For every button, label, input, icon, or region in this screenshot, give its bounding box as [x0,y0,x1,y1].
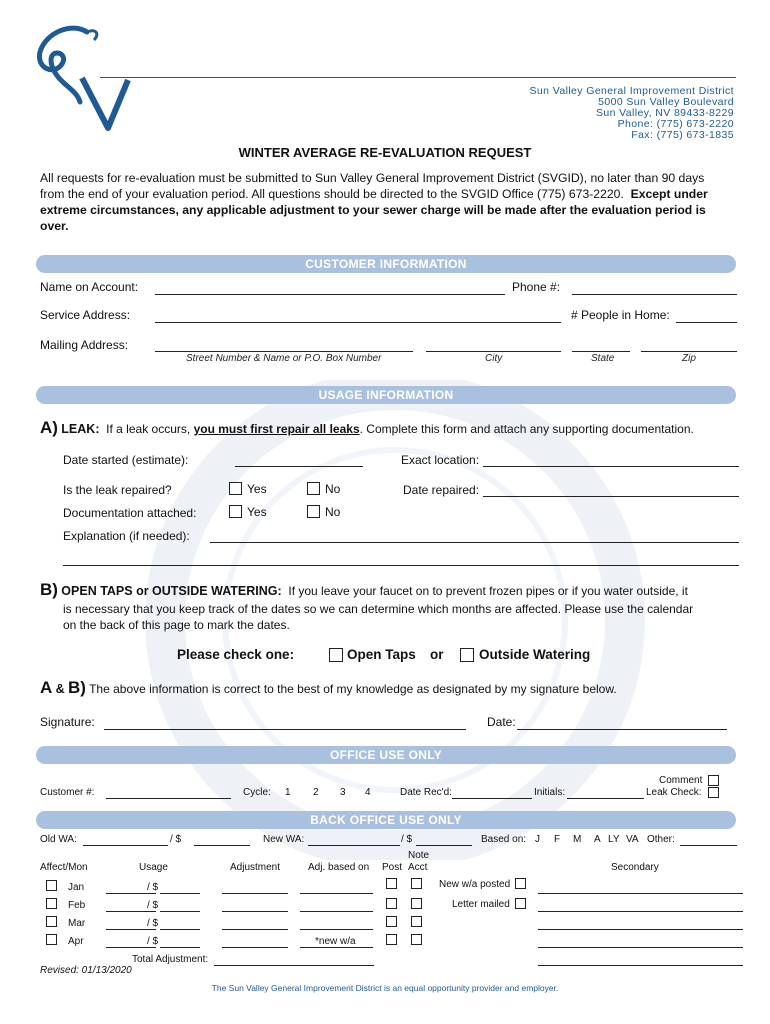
based-on-label: Based on: [481,834,527,845]
exact-location-label: Exact location: [401,453,480,467]
org-address [530,86,734,141]
documentation-yes-checkbox[interactable] [229,505,242,518]
section-b-heading: B) OPEN TAPS or OUTSIDE WATERING: If you leave your faucet on to prevent frozen pipes or if you water outside, it [40,580,688,599]
eoe-statement: The Sun Valley General Improvement District is an equal opportunity provider and employer. [211,983,559,993]
total-adjustment-label: Total Adjustment: [132,954,209,965]
leak-repaired-label: Is the leak repaired? [63,483,172,497]
initials-field[interactable] [567,798,644,799]
usage-jan-dollar: / $ [147,882,159,893]
usage-mar-field[interactable] [106,929,156,930]
col-post: Post [382,862,403,873]
comment-checkbox[interactable] [708,775,719,786]
leak-repaired-yes-label: Yes [247,482,267,496]
total-adjustment-field[interactable] [214,965,374,966]
header-rule [100,77,736,78]
affect-apr-checkbox[interactable] [46,934,57,945]
leak-repaired-yes-checkbox[interactable] [229,482,242,495]
adjustment-feb-field[interactable] [222,911,288,912]
adj-based-jan-field[interactable] [300,893,373,894]
date-repaired-label: Date repaired: [403,483,480,497]
initials-label: Initials: [534,787,566,798]
explanation-label: Explanation (if needed): [63,529,190,543]
col-secondary: Secondary [611,862,659,873]
usage-feb-field[interactable] [106,911,156,912]
col-usage: Usage [139,862,168,873]
new-wa-posted-label: New w/a posted [439,879,511,890]
month-apr: Apr [68,936,84,947]
intro-line-2: from the end of your evaluation period. All questions should be directed to the SVGID Office (775) 673-2220. Except under [40,187,708,201]
outside-watering-label: Outside Watering [479,647,591,662]
mailing-street-field[interactable] [155,351,413,352]
zip-caption: Zip [682,353,696,364]
people-in-home-field[interactable] [676,322,737,323]
or-label: or [430,647,444,662]
revised-date: Revised: 01/13/2020 [40,965,132,976]
based-on-other[interactable]: Other: [647,834,675,845]
intro-paragraph [40,170,740,234]
col-adjustment: Adjustment [230,862,281,873]
affect-mar-checkbox[interactable] [46,916,57,927]
customer-number-field[interactable] [106,798,231,799]
new-wa-posted-checkbox[interactable] [515,878,526,889]
acct-feb-checkbox[interactable] [411,898,422,909]
name-on-account-field[interactable] [155,294,505,295]
based-on-a[interactable]: A [594,834,601,845]
usage-apr-dollar: / $ [147,936,159,947]
old-wa-amount-field[interactable] [194,845,250,846]
col-adj-based-on: Adj. based on [308,862,370,873]
leak-check-checkbox[interactable] [708,787,719,798]
customer-info-bar: CUSTOMER INFORMATION [36,255,736,273]
section-b-line2: is necessary that you keep track of the dates so we can determine which months are affected. Please use the calendar [63,602,694,616]
month-mar: Mar [68,918,86,929]
date-started-field[interactable] [235,466,363,467]
based-on-ly[interactable]: LY [608,834,620,845]
secondary-field-3[interactable] [538,929,743,930]
date-recd-label: Date Rec'd: [400,787,452,798]
cycle-option-3[interactable]: 3 [340,787,346,798]
state-caption: State [591,353,615,364]
adjustment-mar-field[interactable] [222,929,288,930]
section-a-heading: A) LEAK: If a leak occurs, you must first repair all leaks. Complete this form and attach any supporting documentation. [40,418,694,437]
adjustment-jan-field[interactable] [222,893,288,894]
leak-repaired-no-label: No [325,482,341,496]
org-phone: Phone: (775) 673-2220 [617,118,734,130]
outside-watering-checkbox[interactable] [460,648,474,662]
customer-number-label: Customer #: [40,787,95,798]
new-wa-label: New WA: [263,834,305,845]
based-on-other-field[interactable] [680,845,737,846]
usage-jan-amount[interactable] [160,893,200,894]
new-wa-note: *new w/a [315,936,356,947]
secondary-field-1[interactable] [538,893,743,894]
mailing-state-field[interactable] [572,351,630,352]
mailing-city-field[interactable] [426,351,561,352]
usage-mar-amount[interactable] [160,929,200,930]
affect-feb-checkbox[interactable] [46,898,57,909]
org-city: Sun Valley, NV 89433-8229 [595,107,734,119]
adj-based-feb-field[interactable] [300,911,373,912]
month-jan: Jan [68,882,85,893]
signature-field[interactable] [104,729,466,730]
phone-label: Phone #: [512,280,561,294]
signature-date-field[interactable] [517,729,727,730]
based-on-j[interactable]: J [535,834,540,845]
service-address-label: Service Address: [40,308,131,322]
old-wa-field[interactable] [83,845,168,846]
documentation-no-checkbox[interactable] [307,505,320,518]
signature-label: Signature: [40,715,95,729]
usage-feb-amount[interactable] [160,911,200,912]
intro-line-1: All requests for re-evaluation must be submitted to Sun Valley General Improvement District (SVGID), no later than 90 days [40,171,705,185]
cycle-option-1[interactable]: 1 [285,787,291,798]
post-jan-checkbox[interactable] [386,878,397,889]
adj-based-mar-field[interactable] [300,929,373,930]
adjustment-apr-field[interactable] [222,947,288,948]
section-b-line3: on the back of this page to mark the dates. [63,618,290,632]
please-check-one-label: Please check one: [177,647,295,662]
people-in-home-label: # People in Home: [571,308,670,322]
usage-info-bar: USAGE INFORMATION [36,386,736,404]
intro-line-3: extreme circumstances, any applicable adjustment to your sewer charge will be made after the evaluation period is [40,203,706,217]
usage-apr-field[interactable] [106,947,156,948]
documentation-label: Documentation attached: [63,506,197,520]
usage-feb-dollar: / $ [147,900,159,911]
new-wa-dollar: / $ [401,834,413,845]
post-feb-checkbox[interactable] [386,898,397,909]
date-started-label: Date started (estimate): [63,453,189,467]
leak-repaired-no-checkbox[interactable] [307,482,320,495]
explanation-field-2[interactable] [63,565,739,566]
explanation-field-1[interactable] [210,542,739,543]
service-address-field[interactable] [155,322,561,323]
org-street: 5000 Sun Valley Boulevard [598,96,734,108]
office-use-bar: OFFICE USE ONLY [36,746,736,764]
new-wa-amount-field[interactable] [416,845,472,846]
leak-check-label: Leak Check: [646,787,702,798]
date-label: Date: [487,715,516,729]
back-office-bar: BACK OFFICE USE ONLY [36,811,736,829]
org-name: Sun Valley General Improvement District [529,85,734,97]
page-title: WINTER AVERAGE RE-EVALUATION REQUEST [238,145,532,160]
based-on-f[interactable]: F [554,834,561,845]
post-mar-checkbox[interactable] [386,916,397,927]
comment-label: Comment [659,775,703,786]
cycle-option-2[interactable]: 2 [313,787,319,798]
based-on-m[interactable]: M [573,834,582,845]
secondary-field-2[interactable] [538,911,743,912]
acct-apr-checkbox[interactable] [411,934,422,945]
usage-apr-amount[interactable] [160,947,200,948]
old-wa-label: Old WA: [40,834,77,845]
name-on-account-label: Name on Account: [40,280,139,294]
old-wa-dollar: / $ [170,834,182,845]
mailing-zip-field[interactable] [641,351,737,352]
acct-jan-checkbox[interactable] [411,878,422,889]
acct-mar-checkbox[interactable] [411,916,422,927]
sv-logo [32,18,132,133]
org-fax: Fax: (775) 673-1835 [631,129,734,141]
new-wa-field[interactable] [308,845,400,846]
mailing-address-label: Mailing Address: [40,338,129,352]
secondary-field-4[interactable] [538,947,743,948]
street-caption: Street Number & Name or P.O. Box Number [186,353,382,364]
cycle-label: Cycle: [243,787,271,798]
date-recd-field[interactable] [452,798,532,799]
usage-jan-field[interactable] [106,893,156,894]
col-affect-mon: Affect/Mon [40,862,88,873]
cycle-option-4[interactable]: 4 [365,787,371,798]
based-on-va[interactable]: VA [626,834,639,845]
letter-mailed-label: Letter mailed [452,899,510,910]
documentation-yes-label: Yes [247,505,267,519]
post-apr-checkbox[interactable] [386,934,397,945]
exact-location-field[interactable] [483,466,739,467]
usage-mar-dollar: / $ [147,918,159,929]
date-repaired-field[interactable] [483,496,739,497]
documentation-no-label: No [325,505,341,519]
affect-jan-checkbox[interactable] [46,880,57,891]
section-ab-heading: A & B) The above information is correct to the best of my knowledge as designated by my signature below. [40,678,617,697]
col-acct: Acct [408,862,428,873]
open-taps-label: Open Taps [347,647,416,662]
adj-based-apr-field[interactable] [300,947,373,948]
city-caption: City [485,353,503,364]
letter-mailed-checkbox[interactable] [515,898,526,909]
secondary-field-5[interactable] [538,965,743,966]
intro-line-4: over. [40,219,69,233]
phone-field[interactable] [572,294,737,295]
month-feb: Feb [68,900,86,911]
open-taps-checkbox[interactable] [329,648,343,662]
col-note: Note [408,850,430,861]
